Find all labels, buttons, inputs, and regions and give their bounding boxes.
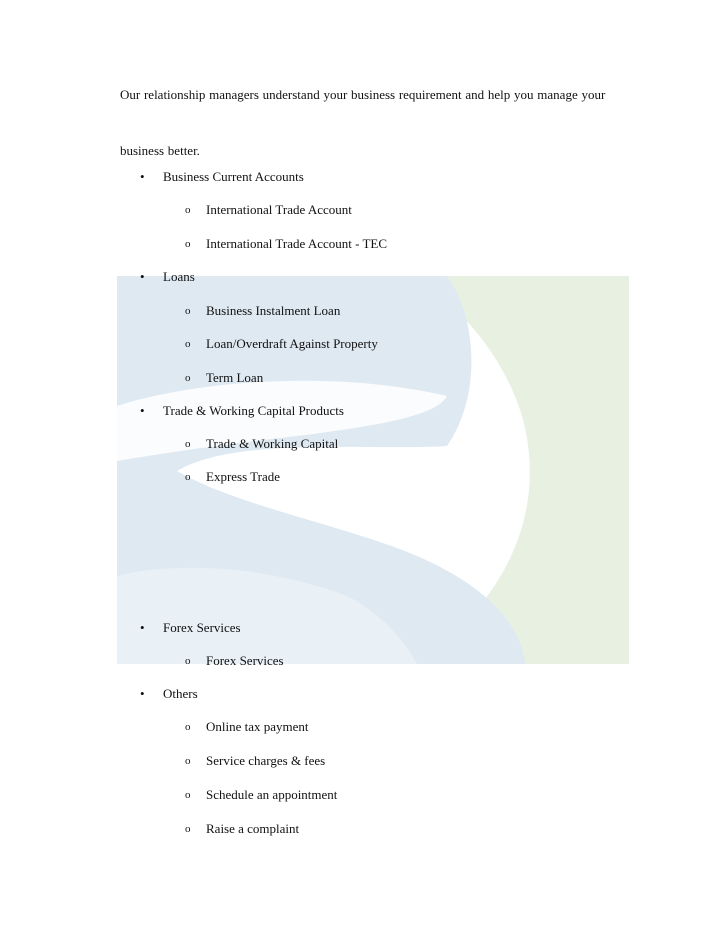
sub-list-item [185, 469, 281, 485]
sub-list-item [185, 753, 326, 769]
sub-list-item-label: Trade & Working Capital [206, 436, 339, 451]
sub-list-item [185, 436, 339, 452]
list-item-label: Trade & Working Capital Products [163, 403, 344, 418]
list-item-label: Business Current Accounts [163, 169, 304, 184]
sub-list-item-label: Term Loan [206, 370, 264, 385]
list-item-business-current-accounts [140, 169, 304, 185]
sub-bullet-marker: o [185, 238, 191, 250]
sub-list-item [185, 303, 341, 319]
sub-bullet-marker: o [185, 338, 191, 350]
sub-bullet-marker: o [185, 823, 191, 835]
bullet-marker: • [140, 403, 145, 418]
sub-list-item [185, 236, 388, 252]
sub-bullet-marker: o [185, 755, 191, 767]
sub-list-item-label: Schedule an appointment [206, 787, 338, 802]
sub-list-item [185, 653, 284, 669]
sub-bullet-marker: o [185, 655, 191, 667]
sub-list-item [185, 787, 338, 803]
sub-bullet-marker: o [185, 204, 191, 216]
intro-line-1: Our relationship managers understand your business requirement and help you manage [120, 87, 578, 102]
sub-list-item [185, 202, 352, 218]
sub-list-item-label: Loan/Overdraft Against Property [206, 336, 378, 351]
sub-list-item-label: Business Instalment Loan [206, 303, 341, 318]
list-item-trade-working-capital [140, 403, 344, 419]
sub-bullet-marker: o [185, 305, 191, 317]
sub-list-item [185, 719, 309, 735]
sub-list-item-label: International Trade Account [206, 202, 352, 217]
bullet-marker: • [140, 620, 145, 635]
list-item-label: Forex Services [163, 620, 241, 635]
sub-list-item [185, 821, 300, 837]
list-item-others [140, 686, 198, 702]
sub-list-item-label: Forex Services [206, 653, 284, 668]
sub-list-item-label: International Trade Account - TEC [206, 236, 388, 251]
sub-list-item [185, 336, 378, 352]
list-item-forex-services [140, 620, 241, 636]
sub-bullet-marker: o [185, 438, 191, 450]
list-item-label: Loans [163, 269, 195, 284]
bullet-marker: • [140, 269, 145, 284]
sub-list-item [185, 370, 264, 386]
sub-list-item-label: Express Trade [206, 469, 281, 484]
sub-bullet-marker: o [185, 471, 191, 483]
list-item-loans [140, 269, 195, 285]
sub-bullet-marker: o [185, 789, 191, 801]
sub-list-item-label: Online tax payment [206, 719, 309, 734]
intro-line-2: your business better. [120, 87, 606, 158]
intro-paragraph [120, 67, 640, 179]
sub-list-item-label: Raise a complaint [206, 821, 300, 836]
sub-bullet-marker: o [185, 372, 191, 384]
bullet-marker: • [140, 686, 145, 701]
list-item-label: Others [163, 686, 198, 701]
sub-bullet-marker: o [185, 721, 191, 733]
sub-list-item-label: Service charges & fees [206, 753, 326, 768]
bullet-marker: • [140, 169, 145, 184]
